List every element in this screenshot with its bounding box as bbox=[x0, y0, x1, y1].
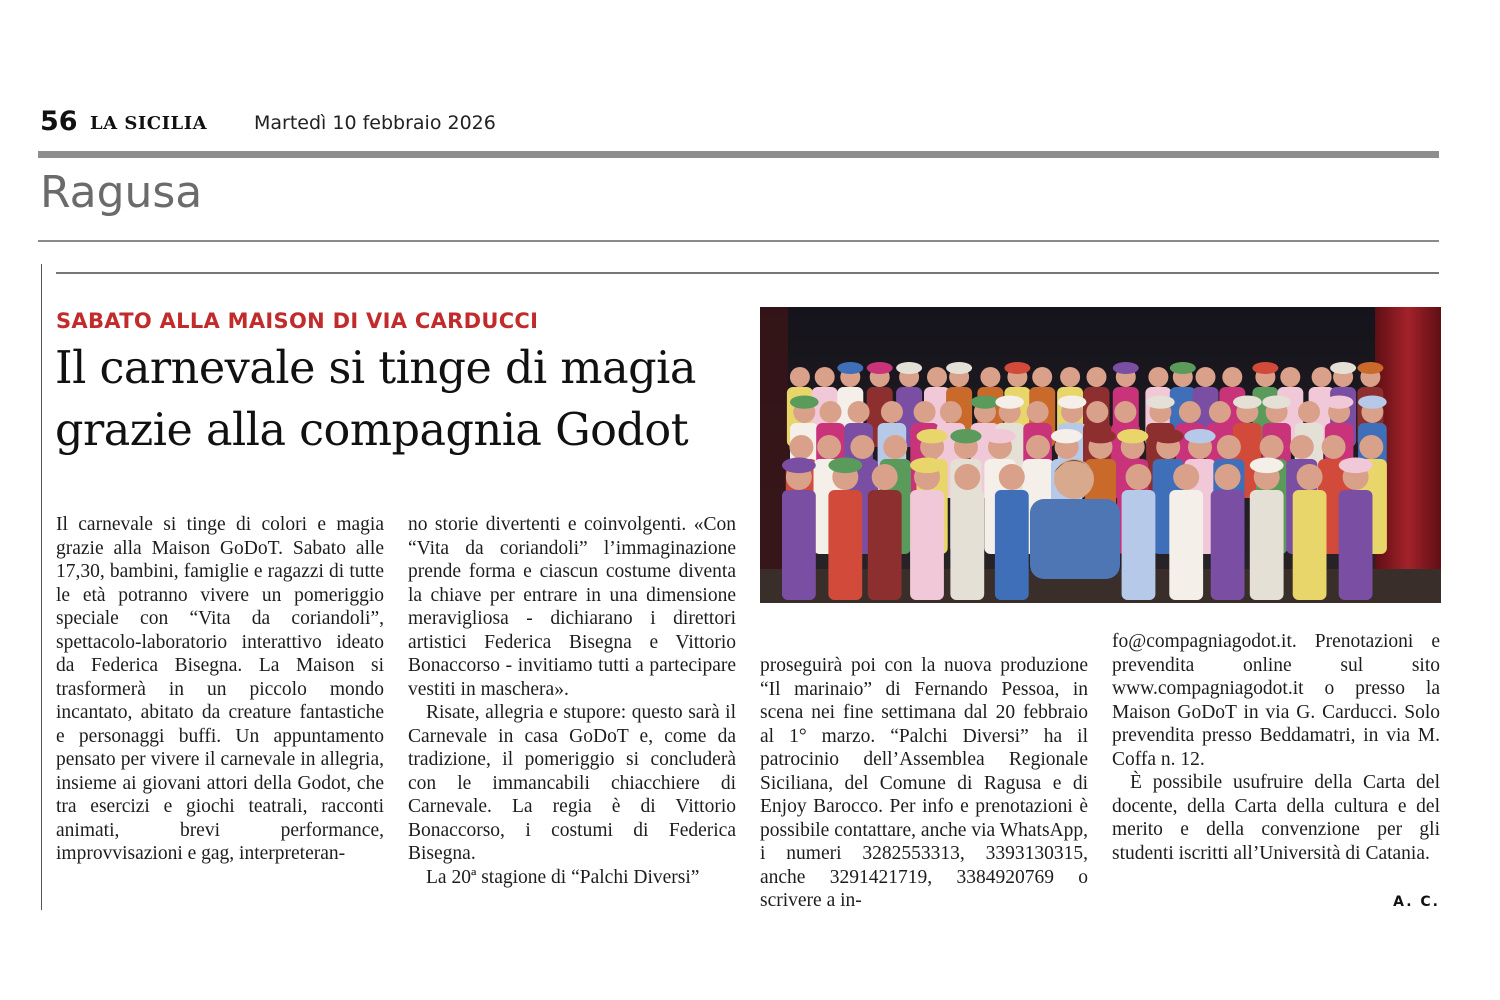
face bbox=[1126, 464, 1152, 490]
face bbox=[817, 435, 841, 459]
issue-date: Martedì 10 febbraio 2026 bbox=[254, 112, 496, 134]
costume-hat bbox=[1325, 396, 1354, 409]
costume-hat bbox=[1113, 362, 1139, 374]
face bbox=[1060, 367, 1080, 387]
costume-hat bbox=[1250, 458, 1284, 474]
article-column-3 bbox=[760, 654, 1088, 913]
costume bbox=[950, 490, 984, 600]
masthead bbox=[40, 106, 1460, 142]
face bbox=[1173, 464, 1199, 490]
article-photo bbox=[760, 307, 1441, 603]
page-number: 56 bbox=[40, 106, 78, 137]
costume-hat bbox=[782, 458, 816, 474]
article-kicker: SABATO ALLA MAISON DI VIA CARDUCCI bbox=[56, 309, 539, 333]
face bbox=[999, 464, 1025, 490]
column-text: no storie divertenti e coinvolgenti. «Con “Vita da coriandoli” l’immaginazione prende forma e ciascun costume diventa la chiave per entrare in una dimensione meravigliosa - dichiarano i direttori artistici Federica Bisegna e Vittorio Bonaccorso - invitiamo tutti a partecipare vestiti in maschera». bbox=[408, 514, 736, 700]
article-column-4 bbox=[1112, 630, 1440, 865]
face bbox=[1196, 367, 1216, 387]
costume-hat bbox=[1051, 429, 1082, 443]
column-text: proseguirà poi con la nuova produzione “Il marinaio” di Fernando Pessoa, in scena nei fine settimana dal 20 febbraio al 1° marzo. “Palchi Diversi” ha il patrocinio dell’Assemblea Regionale Siciliana, del Comune di Ragusa e di Enjoy Barocco. Per info e prenotazioni è possibile contattare, anche via WhatsApp, i numeri 3282553313, 3393130315, anche 3291421719, 3384920769 o scrivere a in- bbox=[760, 655, 1088, 911]
face bbox=[850, 435, 874, 459]
face bbox=[1026, 435, 1050, 459]
costume bbox=[828, 490, 862, 600]
costume-hat bbox=[1153, 429, 1184, 443]
author-signature: A. C. bbox=[1393, 894, 1440, 910]
column-text: fo@compagniagodot.it. Prenotazioni e prevendita online sul sito www.compagniagodot.it o presso la Maison GoDoT in via G. Carducci. Solo prevendita presso Beddamatri, in via M. Coffa n. 12. bbox=[1112, 631, 1440, 770]
article-column-2 bbox=[408, 513, 736, 889]
face bbox=[1027, 401, 1049, 423]
article-headline: Il carnevale si tinge di magia grazie alla compagnia Godot bbox=[55, 343, 696, 456]
costume-hat bbox=[917, 429, 948, 443]
costume-hat bbox=[1262, 396, 1291, 409]
face bbox=[1312, 367, 1332, 387]
costume bbox=[910, 490, 944, 600]
face bbox=[848, 401, 870, 423]
face bbox=[1209, 401, 1231, 423]
face bbox=[1087, 367, 1107, 387]
costume-hat bbox=[1357, 362, 1383, 374]
costume-hat bbox=[1184, 429, 1215, 443]
face bbox=[1032, 367, 1052, 387]
face bbox=[820, 401, 842, 423]
costume-hat bbox=[896, 362, 922, 374]
face bbox=[881, 401, 903, 423]
costume bbox=[1169, 490, 1203, 600]
face bbox=[1359, 435, 1383, 459]
costume bbox=[1293, 490, 1327, 600]
costume-hat bbox=[1004, 362, 1030, 374]
face bbox=[980, 367, 1000, 387]
face bbox=[1217, 435, 1241, 459]
costume-hat bbox=[828, 458, 862, 474]
costume-hat bbox=[1233, 396, 1262, 409]
costume-hat bbox=[950, 429, 981, 443]
costume bbox=[1122, 490, 1156, 600]
costume bbox=[1339, 490, 1373, 600]
costume-hat bbox=[1358, 396, 1387, 409]
face bbox=[789, 435, 813, 459]
costume-hat bbox=[1330, 362, 1356, 374]
face bbox=[1297, 464, 1323, 490]
face bbox=[1148, 367, 1168, 387]
column-text: È possibile usufruire della Carta del docente, della Carta della cultura e del merito e della convenzione per gli studenti iscritti all’Università di Catania. bbox=[1112, 772, 1440, 864]
section-divider bbox=[38, 240, 1439, 242]
face bbox=[790, 367, 810, 387]
face bbox=[815, 367, 835, 387]
face bbox=[1322, 435, 1346, 459]
face bbox=[940, 401, 962, 423]
costume-hat bbox=[995, 396, 1024, 409]
costume-hat bbox=[1058, 396, 1087, 409]
costume bbox=[995, 490, 1029, 600]
newspaper-name: LA SICILIA bbox=[90, 113, 208, 134]
column-text: Il carnevale si tinge di colori e magia grazie alla Maison GoDoT. Sabato alle 17,30, bambini, famiglie e ragazzi di tutte le età potranno vivere un pomeriggio speciale con “Vita da coriandoli”, spettacolo-laboratorio interattivo ideato da Federica Bisegna. La Maison si trasformerà in un piccolo mondo incantato, abitato da creature fantastiche e personaggi buffi. Un appuntamento pensato per vivere il carnevale in allegria, insieme ai giovani attori della Godot, che tra esercizi e giochi teatrali, racconti animati, brevi performance, improvvisazioni e gag, interpreteran- bbox=[56, 514, 384, 864]
article-divider bbox=[56, 272, 1439, 274]
costume-hat bbox=[1339, 458, 1373, 474]
costume-hat bbox=[971, 396, 1000, 409]
face bbox=[954, 464, 980, 490]
costume bbox=[1211, 490, 1245, 600]
face bbox=[1290, 435, 1314, 459]
section-title: Ragusa bbox=[40, 167, 203, 218]
costume-hat bbox=[1146, 396, 1175, 409]
column-text: Risate, allegria e stupore: questo sarà il Carnevale in casa GoDoT e, come da tradizione, il pomeriggio si concluderà con le immancabili chiacchiere di Carnevale. La regia è di Vittorio Bonaccorso, i costumi di Federica Bisegna. bbox=[408, 702, 736, 864]
column-text: La 20ª stagione di “Palchi Diversi” bbox=[426, 866, 700, 888]
costume-hat bbox=[984, 429, 1015, 443]
group-photo-illustration bbox=[760, 307, 1441, 603]
top-divider bbox=[38, 151, 1439, 158]
costume bbox=[782, 490, 816, 600]
face bbox=[914, 401, 936, 423]
face bbox=[1222, 367, 1242, 387]
costume-hat bbox=[1252, 362, 1278, 374]
costume-hat bbox=[867, 362, 893, 374]
face bbox=[883, 435, 907, 459]
face bbox=[1260, 435, 1284, 459]
face bbox=[1086, 401, 1108, 423]
costume-hat bbox=[1170, 362, 1196, 374]
face bbox=[872, 464, 898, 490]
column-side-rule bbox=[41, 264, 42, 910]
costume bbox=[868, 490, 902, 600]
face bbox=[1280, 367, 1300, 387]
costume-hat bbox=[946, 362, 972, 374]
face bbox=[1114, 401, 1136, 423]
article-column-1 bbox=[56, 513, 384, 866]
face bbox=[1179, 401, 1201, 423]
costume-hat bbox=[837, 362, 863, 374]
costume bbox=[1250, 490, 1284, 600]
face bbox=[1298, 401, 1320, 423]
costume-hat bbox=[1085, 429, 1116, 443]
costume-hat bbox=[1117, 429, 1148, 443]
costume-hat bbox=[790, 396, 819, 409]
face bbox=[1215, 464, 1241, 490]
face bbox=[927, 367, 947, 387]
costume-hat bbox=[910, 458, 944, 474]
